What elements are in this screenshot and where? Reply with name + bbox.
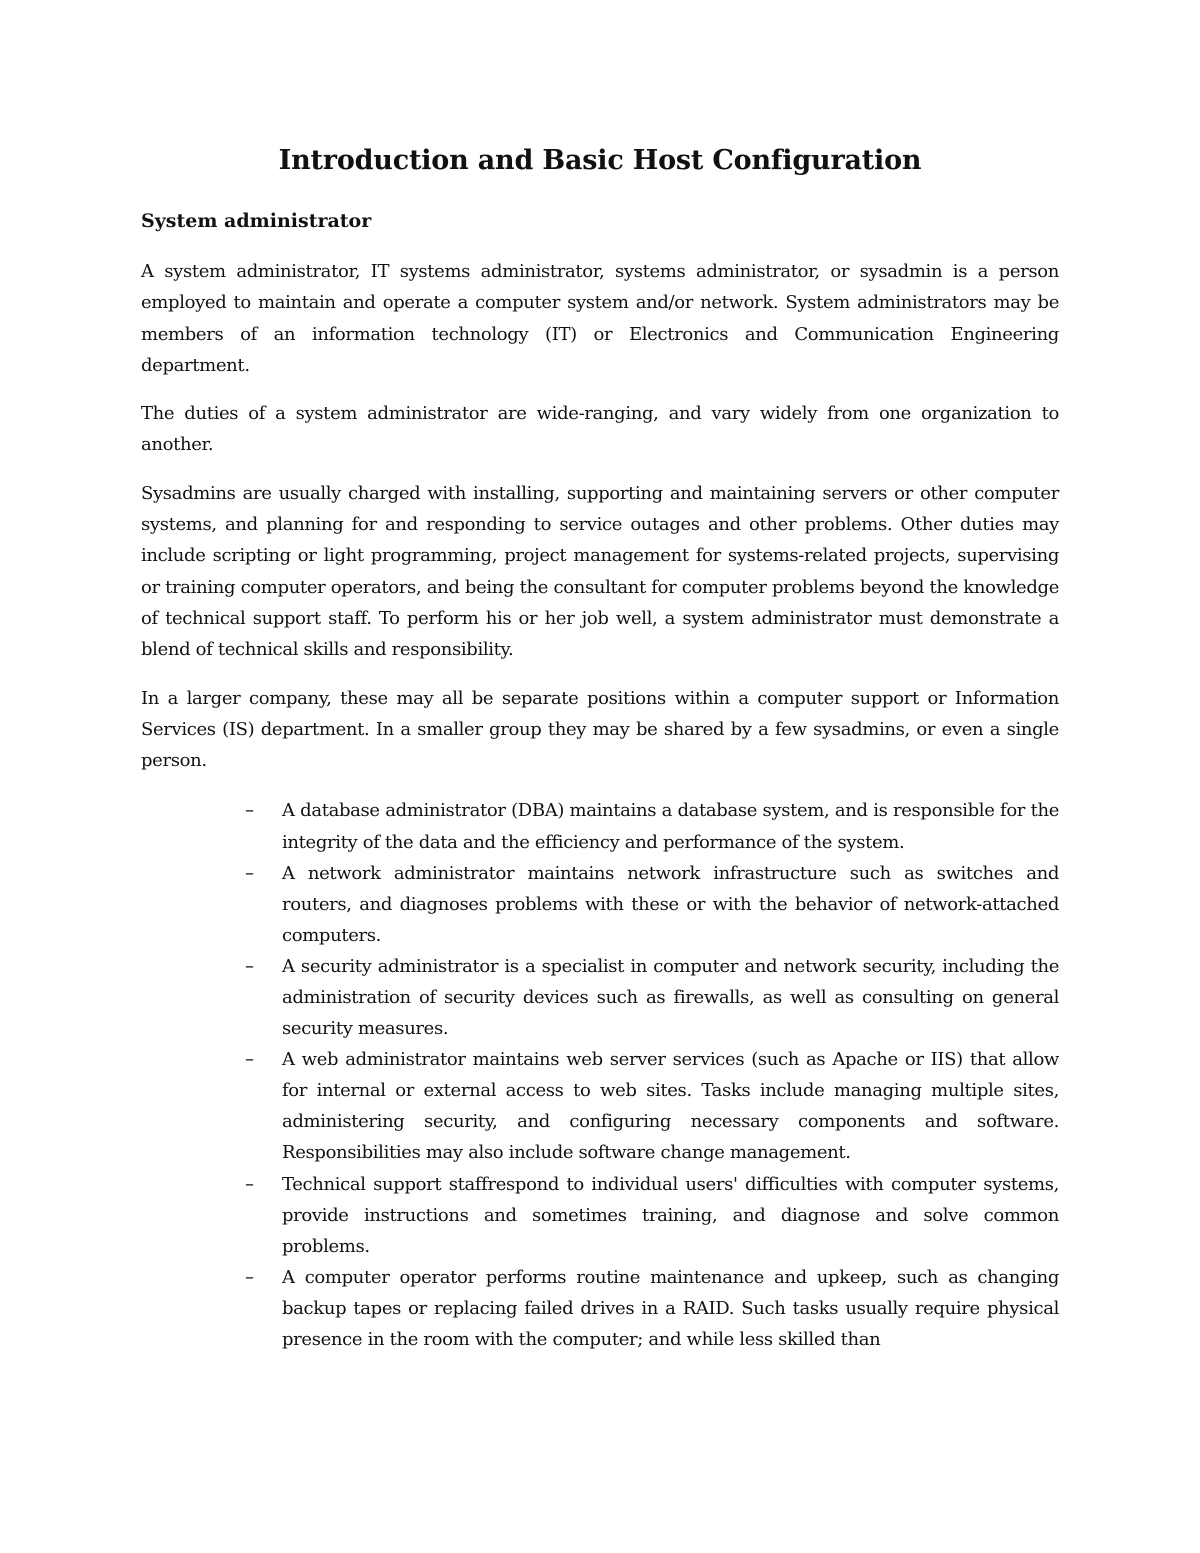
bullet-item-dba bbox=[245, 795, 1059, 857]
bullet-text: A web administrator maintains web server services (such as Apache or IIS) that allow for internal or external access to web sites. Tasks include managing multiple sites, administering security, and configuring necessary components and software. Responsibilities may also include software change management. bbox=[282, 1049, 1059, 1164]
dash-bullet-icon: – bbox=[245, 955, 254, 977]
document-content bbox=[141, 138, 1059, 1355]
page-title: Introduction and Basic Host Configuration bbox=[278, 145, 922, 176]
bullet-item-web-admin bbox=[245, 1044, 1059, 1168]
bullet-item-computer-operator bbox=[245, 1262, 1059, 1355]
dash-bullet-icon: – bbox=[245, 862, 254, 884]
paragraph-responsibilities: Sysadmins are usually charged with installing, supporting and maintaining servers or other computer systems, and planning for and responding to service outages and other problems. Other duties may include scripting or light programming, project management for systems-related projects, supervising or training computer operators, and being the consultant for computer problems beyond the knowledge of technical support staff. To perform his or her job well, a system administrator must demonstrate a blend of technical skills and responsibility. bbox=[141, 482, 1059, 661]
dash-bullet-icon: – bbox=[245, 1049, 254, 1071]
bullet-text: A database administrator (DBA) maintains a database system, and is responsible for the integrity of the data and the efficiency and performance of the system. bbox=[282, 800, 1059, 853]
dash-bullet-icon: – bbox=[245, 1266, 254, 1288]
bullet-text: A network administrator maintains network infrastructure such as switches and routers, and diagnoses problems with these or with the behavior of network-attached computers. bbox=[282, 862, 1059, 946]
bullet-text: A computer operator performs routine maintenance and upkeep, such as changing backup tapes or replacing failed drives in a RAID. Such tasks usually require physical presence in the room with the computer; and while less skilled than bbox=[282, 1266, 1059, 1351]
role-bullet-list bbox=[141, 795, 1059, 1355]
bullet-item-network-admin bbox=[245, 858, 1059, 951]
dash-bullet-icon: – bbox=[245, 1173, 254, 1195]
section-heading: System administrator bbox=[141, 210, 372, 232]
dash-bullet-icon: – bbox=[245, 800, 254, 822]
bullet-item-security-admin bbox=[245, 951, 1059, 1044]
bullet-item-tech-support bbox=[245, 1169, 1059, 1262]
bullet-text: Technical support staffrespond to individual users' difficulties with computer systems, provide instructions and sometimes training, and diagnose and solve common problems. bbox=[282, 1173, 1059, 1257]
bullet-text: A security administrator is a specialist in computer and network security, including the administration of security devices such as firewalls, as well as consulting on general security measures. bbox=[282, 955, 1059, 1040]
paragraph-larger-company: In a larger company, these may all be separate positions within a computer support or Information Services (IS) department. In a smaller group they may be shared by a few sysadmins, or even a single person. bbox=[141, 687, 1059, 772]
paragraph-duties: The duties of a system administrator are wide-ranging, and vary widely from one organization to another. bbox=[141, 403, 1059, 456]
paragraph-definition: A system administrator, IT systems administrator, systems administrator, or sysadmin is a person employed to maintain and operate a computer system and/or network. System administrators may be members of an information technology (IT) or Electronics and Communication Engineering department. bbox=[141, 261, 1059, 376]
